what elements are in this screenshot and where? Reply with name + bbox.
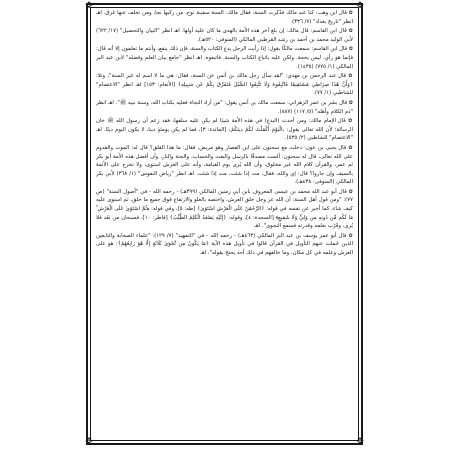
paragraph-text: قال بشر بن عمر الزهراني: سمعت مالك بن أنس يقول: "من أراد النجاة فعليه بكتاب الله، وسنة نبيه ﷺ". اهـ انظر "ذم الكلام وأهله" (٥/ ١١٧) (٨٨٧). xyxy=(96,99,353,115)
paragraph xyxy=(96,232,353,258)
bullet-star-icon: ✿ xyxy=(345,118,353,125)
bullet-star-icon: ✿ xyxy=(347,99,353,106)
paragraph xyxy=(96,45,353,71)
page-text xyxy=(96,9,353,437)
paragraph xyxy=(96,188,353,231)
paragraph xyxy=(96,72,353,98)
paragraph-text: قال ابن وهب: كنا عند مالك فذُكِرت السنة، فقال مالك: السنة سفينة نوح، من ركبها نجا، ومن تخلف عنها غرق. اهـ انظر "تاريخ بغداد" (٧/ ٣٣٦). xyxy=(96,10,353,25)
bullet-star-icon: ✿ xyxy=(346,28,353,35)
paragraph xyxy=(96,9,353,26)
bullet-star-icon: ✿ xyxy=(346,73,353,80)
paragraph-text: قال ابن القاسم: سمعت مالكًا يقول: إذا رأيت الرجل يدع الكتاب والسنة، فإن ذلك ينفع، وأنتم ما تعلمون إلا أنه قال: فإنما هو رأي، ليس بحجة. ولكن عليه باتباع الكتاب والسنة. فاتبعوه. اهـ انظر "جامع بيان العلم وفضله" لابن عبد البر المالكي (١/ ٧٧٥) (١٤٣٥). xyxy=(96,46,353,70)
paragraph-text: قال ابن القاسم: قال مالك: إن بلغ آخر هذه الأمة بالهدى ما كان عليه أولها. اهـ انظر "البيان والتحصيل" (١٧/ ٦٢٢) لأبي الوليد محمد بن أحمد بن رشد القرطبي المالكي (المتوفى: ٥٢٠هـ). xyxy=(96,28,353,43)
bullet-star-icon: ✿ xyxy=(346,232,353,239)
bullet-star-icon: ✿ xyxy=(346,144,353,151)
paragraph-text: قال الإمام مالك: ومن أحدث (البدع) في هذه الأمة شيئا لم يكن عليه سلفها، فقد زعم أن رسول الله ﷺ خان الرسالة؛ لأن الله تعالى يقول: ﴿الْيَوْمَ أَكْمَلْتُ لَكُمْ دِينَكُمْ﴾ [المائدة: ٣]، فما لم يكن يومئذٍ دينا، لا يكون اليوم دينًا. اهـ "الاعتصام" للشاطبي (٢/ ٥٣٥). xyxy=(96,118,353,142)
paragraph xyxy=(96,117,353,143)
paragraph-text: قال يحيى بن عون: دخلت مع سحنون على ابن القصار وهو مريض، فقال: ما هذا القلق؟ قال له: الموت والقدوم على الله تعالى، قال له سحنون: ألست مصدقًا بالرسل والبعث والحساب، والجنة والنار، وأن أفضل هذه الأمة أبو بكر ثم عمر، والقرآن كلام الله غير مخلوق، وأن الله يُرى يوم القيامة، وأنه على العرش استوى، ولا تخرج على الأئمة بالسيف وإن جاروا؟ قال: إي والله، فقال: مت إذا شئت، مت إذا شئت. اهـ انظر "رياض النفوس" (١/ ٣٦٨) لأبي بكر المالكي (المتوفى: ٤٣٨هـ). xyxy=(96,144,353,186)
paragraph-text: قال عبد الرحمن بن مهدي: "لقد سأل رجل مالك بن أنس عن السنة، فقال: هي ما لا اسم له غير السنة"، وتلا: ﴿وَأَنَّ هَٰذَا صِرَاطِي مُسْتَقِيمًا فَاتَّبِعُوهُ وَلَا تَتَّبِعُوا السُّبُلَ فَتَفَرَّقَ بِكُمْ عَن سَبِيلِهِ﴾ [الأنعام: ١٥٣] اهـ انظر "الاعتصام" للشاطبي (١/ ٧٧). xyxy=(96,73,353,97)
corner-ornament-icon: ✥ xyxy=(356,437,364,447)
corner-ornament-icon: ✥ xyxy=(356,1,364,11)
corner-ornament-icon: ✥ xyxy=(85,437,93,447)
paragraph xyxy=(96,27,353,44)
paragraph-text: قال أبو عمر يوسف بن عبد البر المالكي (٤٦٣هـ) - رحمه الله - في "التمهيد" (٧/ ١٢٩): "علماء الصحابة والتابعين الذين حُملت عنهم التأويل في القرآن قالوا في تأويل هذه الآية ﴿مَا يَكُونُ مِن نَّجْوَىٰ ثَلَاثَةٍ إِلَّا هُوَ رَابِعُهُمْ﴾: هو على العرش وعلمه في كل مكان، وما خالفهم في ذلك أحد يحتج بقوله". اهـ xyxy=(96,232,353,257)
paragraph-text: قال أبو عبد الله محمد بن عيسى المعروف بابن أبي زمنين المالكي (٣٩٩هـ) - رحمه الله - في "أصول السنة" (ص ٧٧): "ومن قول أهل السنة: أن الله عز وجل خلق العرش، واختصه بالعلو والارتفاع فوق جميع ما خلق، ثم استوى عليه كيف شاء، كما أخبر عن نفسه في قوله: ﴿الرَّحْمَٰنُ عَلَى الْعَرْشِ اسْتَوَىٰ﴾ [طه: ٥]، وفي قوله: ﴿ثُمَّ اسْتَوَىٰ عَلَى الْعَرْشِ ۚ مَا لَكُم مِّن دُونِهِ مِن وَلِيٍّ وَلَا شَفِيعٍ﴾ [السجدة: ٤]، وقوله: ﴿إِلَيْهِ يَصْعَدُ الْكَلِمُ الطَّيِّبُ﴾ [فاطر: ١٠]، فسبحان من بَعُد فلا يُرى، وقَرُب بعلمه وقدرته فسمع النجوى". اهـ xyxy=(96,188,353,230)
bullet-star-icon: ✿ xyxy=(346,10,353,16)
paragraph xyxy=(96,144,353,187)
paragraph xyxy=(96,99,353,116)
bullet-star-icon: ✿ xyxy=(346,188,353,195)
bullet-star-icon: ✿ xyxy=(347,46,353,53)
corner-ornament-icon: ✥ xyxy=(85,1,93,11)
